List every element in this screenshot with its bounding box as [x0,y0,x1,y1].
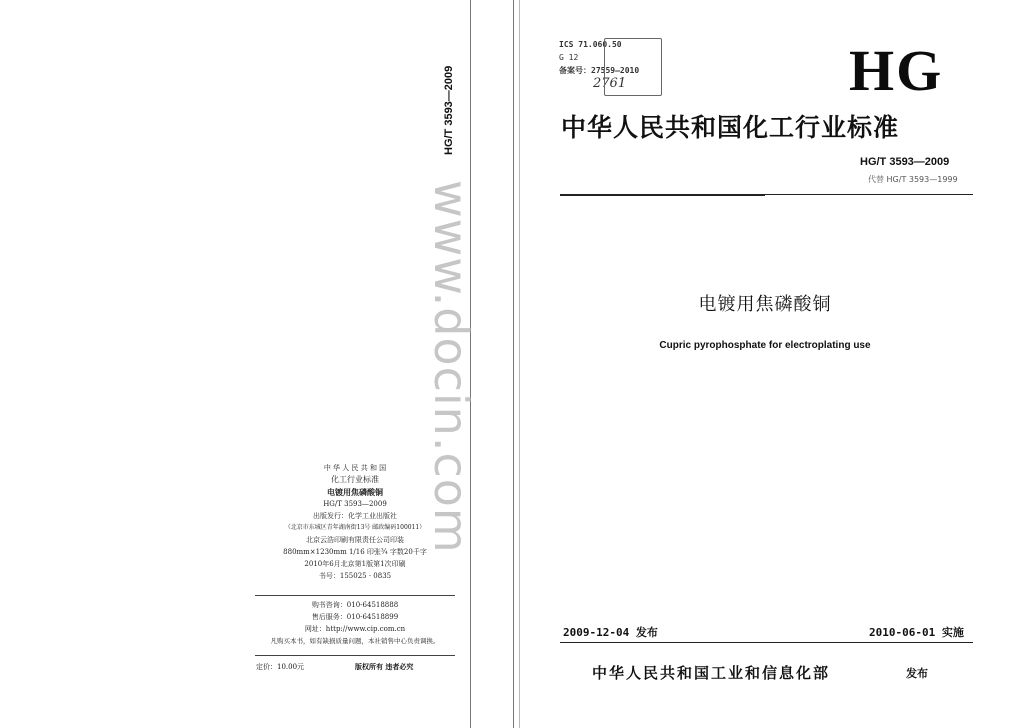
stamp-number: 2761 [593,76,627,91]
footer-rule [560,642,973,643]
spine-code: HG/T 3593—2009 [443,65,455,155]
rights-notice: 版权所有 违者必究 [355,662,414,671]
imprint-line: 化工行业标准 [331,475,379,484]
stamp-class: G 12 [559,53,579,62]
document-title-cn: 电镀用焦磷酸铜 [698,294,832,315]
imprint-line: 2010年6月北京第1版第1次印刷 [304,560,406,568]
header-rule-thick [560,195,765,196]
contact-line: 凡购买本书，如有缺损质量问题，本社销售中心负责调换。 [270,637,440,645]
replaces-note: 代替 HG/T 3593—1999 [868,175,958,184]
watermark: www.docin.com [424,180,478,554]
hg-mark: HG [849,38,944,103]
stamp-ics: ICS 71.060.50 [559,40,622,49]
imprint-line: 880mm×1230mm 1/16 印张¾ 字数20千字 [283,548,427,556]
contact-line: 网址：http://www.cip.com.cn [304,625,406,633]
stamp-record: 备案号：27559—2010 [559,66,640,75]
issuer-suffix: 发布 [906,667,928,680]
imprint-line: HG/T 3593—2009 [323,500,387,508]
imprint-line: 出版发行：化学工业出版社 [313,512,397,520]
issue-date: 2009-12-04 发布 [563,626,658,639]
imprint-line: 北京云浩印刷有限责任公司印装 [306,536,404,544]
spine-fold-inner [519,0,520,728]
contact-line: 售后服务：010-64518899 [311,613,399,621]
imprint-line: 中 华 人 民 共 和 国 [323,464,387,472]
price-divider [255,655,455,656]
imprint-line: （北京市东城区青年湖南街13号 邮政编码100011） [284,524,426,531]
imprint-line: 书号：155025 · 0835 [318,572,392,580]
stamp-border [604,38,662,96]
imprint-line: 电镀用焦磷酸铜 [327,487,383,497]
imprint-block [255,462,455,582]
spine-fold-right [513,0,514,728]
contact-block [255,599,455,647]
implementation-date: 2010-06-01 实施 [869,626,964,639]
contact-line: 购书咨询：010-64518888 [311,601,399,609]
document-title-en: Cupric pyrophosphate for electroplating use [659,340,871,351]
issuer-name: 中华人民共和国工业和信息化部 [592,664,831,682]
standard-title: 中华人民共和国化工行业标准 [561,113,900,142]
price: 定价：10.00元 [256,663,305,671]
standard-code: HG/T 3593—2009 [860,156,950,168]
imprint-divider [255,595,455,596]
